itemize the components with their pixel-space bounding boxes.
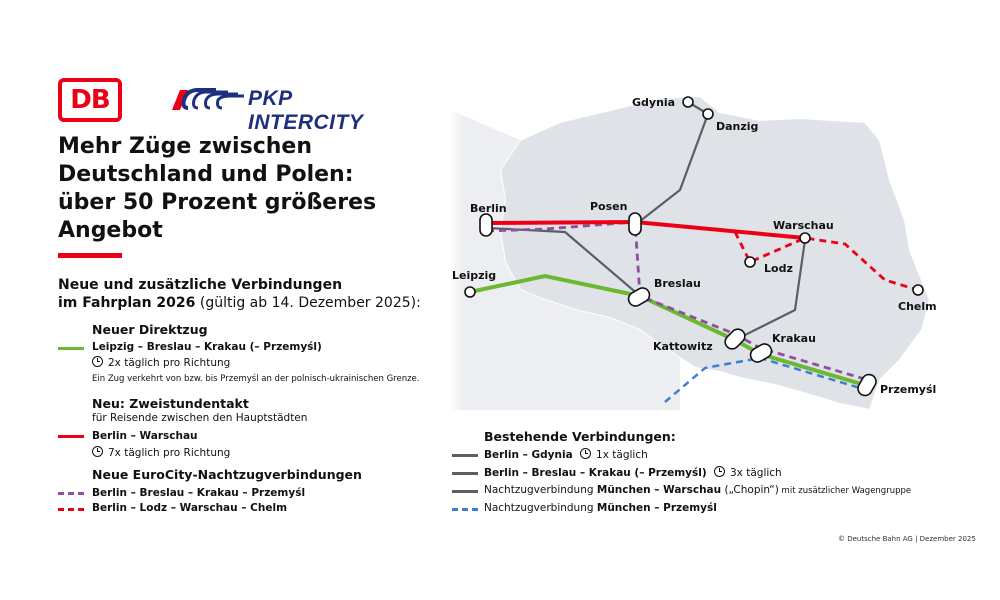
new-direct-frequency-row: [92, 356, 230, 369]
intro-line-2-rest: (gültig ab 14. Dezember 2025):: [195, 295, 421, 311]
intro-line-2: [58, 294, 478, 312]
intro-line-2-bold: im Fahrplan 2026: [58, 295, 196, 311]
title-line-3: über 50 Prozent größeres: [58, 190, 377, 215]
night-route-2: Berlin – Lodz – Warschau – Chelm: [92, 502, 288, 514]
existing-r3-note: mit zusätzlicher Wagengruppe: [778, 486, 912, 496]
clock-icon: [714, 466, 725, 477]
existing-row-1: [484, 448, 648, 461]
label-posen: Posen: [590, 200, 628, 213]
new-direct-frequency: 2x täglich pro Richtung: [108, 357, 231, 369]
blue-dashed-swatch: [452, 508, 478, 511]
label-lodz: Lodz: [764, 262, 793, 275]
existing-r1-freq: 1x täglich: [596, 449, 648, 461]
station-posen: [629, 213, 641, 235]
title-line-4: Angebot: [58, 218, 163, 243]
existing-r3-route: München – Warschau: [596, 484, 722, 496]
new-direct-route: Leipzig – Breslau – Krakau (– Przemyśl): [92, 341, 322, 353]
title-divider: [58, 253, 122, 258]
title-line-2: Deutschland und Polen:: [58, 162, 354, 187]
new-direct-note: Ein Zug verkehrt von bzw. bis Przemyśl an der polnisch-ukrainischen Grenze.: [92, 374, 420, 384]
existing-r4-route: München – Przemyśl: [596, 502, 717, 514]
red-dashed-swatch: [58, 508, 84, 511]
copyright: © Deutsche Bahn AG | Dezember 2025: [838, 535, 976, 543]
station-warschau: [800, 233, 810, 243]
two-hour-route: Berlin – Warschau: [92, 430, 198, 442]
station-chelm: [913, 285, 923, 295]
existing-r4-prefix: Nachtzugverbindung: [484, 502, 597, 514]
rail-map: [450, 80, 990, 420]
label-kattowitz: Kattowitz: [653, 340, 713, 353]
red-line-swatch: [58, 435, 84, 438]
label-gdynia: Gdynia: [632, 96, 676, 109]
station-gdynia: [683, 97, 693, 107]
clock-icon: [92, 356, 103, 367]
station-danzig: [703, 109, 713, 119]
intro-text: [58, 276, 478, 312]
green-line-swatch: [58, 347, 84, 350]
existing-r2-route: Berlin – Breslau – Krakau (– Przemyśl): [484, 467, 707, 479]
grey-line-swatch-2: [452, 472, 478, 475]
existing-row-3: [484, 484, 911, 496]
existing-row-4: [484, 502, 717, 514]
two-hour-heading: Neu: Zweistundentakt: [92, 396, 249, 411]
page-title: [58, 133, 448, 245]
existing-r3-suffix: („Chopin“): [721, 484, 779, 496]
existing-row-2: [484, 466, 782, 479]
label-leipzig: Leipzig: [452, 269, 497, 282]
db-logo-text: DB: [70, 85, 110, 115]
station-leipzig: [465, 287, 475, 297]
pkp-intercity-logo: [168, 82, 413, 134]
night-route-1: Berlin – Breslau – Krakau – Przemyśl: [92, 487, 306, 499]
station-lodz: [745, 257, 755, 267]
pkp-intercity-text: PKP INTERCITY: [248, 87, 364, 134]
existing-r3-prefix: Nachtzugverbindung: [484, 484, 597, 496]
label-krakau: Krakau: [772, 332, 816, 345]
two-hour-subheading: für Reisende zwischen den Hauptstädten: [92, 412, 308, 424]
ic-emblem-icon: [168, 82, 248, 116]
grey-line-swatch-3: [452, 490, 478, 493]
label-danzig: Danzig: [716, 120, 759, 133]
label-warschau: Warschau: [773, 219, 834, 232]
two-hour-frequency-row: [92, 446, 230, 459]
new-direct-heading: Neuer Direktzug: [92, 322, 208, 337]
label-berlin: Berlin: [470, 202, 507, 215]
label-przemysl: Przemyśl: [880, 383, 937, 396]
clock-icon: [92, 446, 103, 457]
db-logo: [58, 78, 122, 122]
intro-line-1: Neue und zusätzliche Verbindungen: [58, 277, 343, 293]
label-chelm: Chelm: [898, 300, 937, 313]
existing-r2-freq: 3x täglich: [730, 467, 782, 479]
clock-icon: [580, 448, 591, 459]
existing-r1-route: Berlin – Gdynia: [484, 449, 573, 461]
existing-heading: Bestehende Verbindungen:: [484, 429, 676, 444]
station-berlin: [480, 214, 492, 236]
title-line-1: Mehr Züge zwischen: [58, 134, 312, 159]
map-fade: [450, 80, 570, 420]
two-hour-frequency: 7x täglich pro Richtung: [108, 447, 231, 459]
label-breslau: Breslau: [654, 277, 701, 290]
purple-dashed-swatch: [58, 492, 84, 495]
night-heading: Neue EuroCity-Nachtzugverbindungen: [92, 467, 362, 482]
grey-line-swatch-1: [452, 454, 478, 457]
